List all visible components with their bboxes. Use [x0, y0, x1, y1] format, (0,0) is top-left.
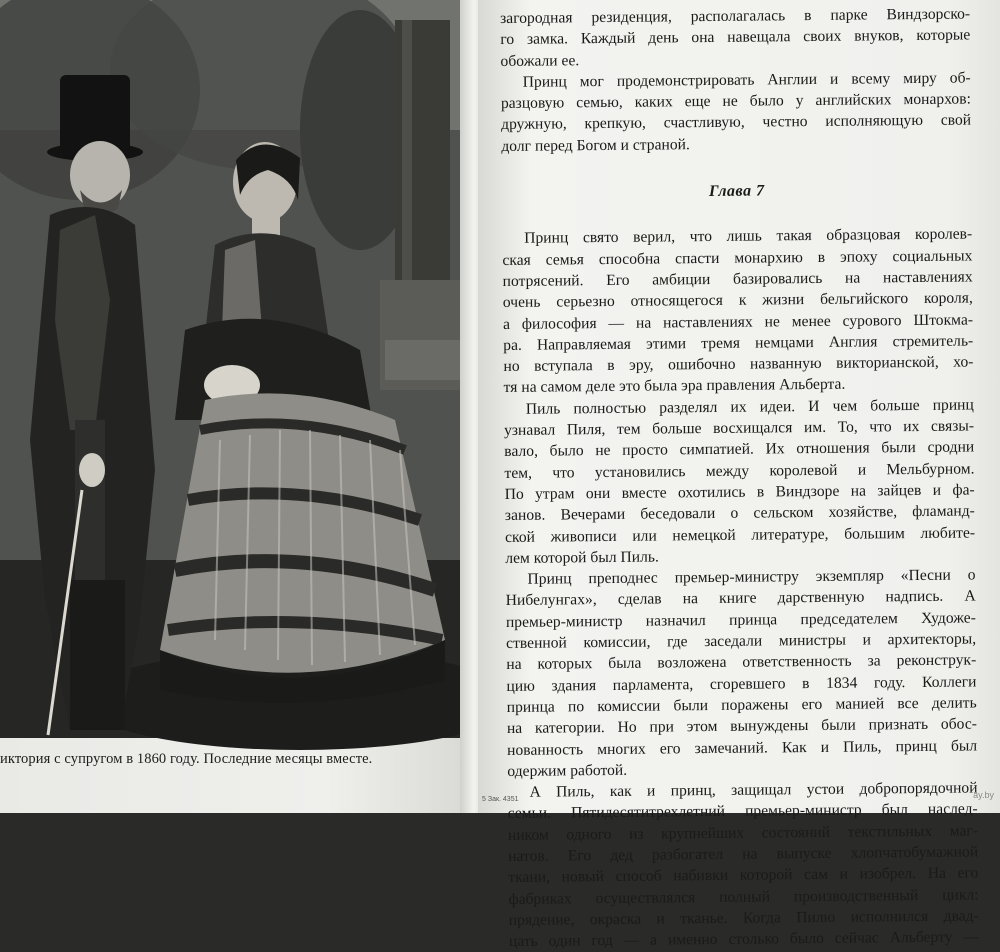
text-line: тем, что установились между королевой и Мельбурном.: [504, 460, 975, 482]
text-line: Пиль полностью разделял их идеи. И чем больше принц: [525, 396, 974, 418]
text-line: Принц мог продемонстрировать Англии и всему миру об-: [522, 69, 971, 91]
text-line: А Пиль, как и принц, защищал устои добропорядочной: [529, 779, 978, 801]
text-line: ткани, новый способ набивки которой сам и изобрел. На его: [508, 864, 979, 887]
text-line: занов. Вечерами беседовали о сельском хозяйстве, фламанд-: [504, 502, 975, 525]
page-text: [500, 3, 979, 952]
text-line: а философия — на наставлениях не менее сурового Штокма-: [502, 311, 974, 333]
text-line: По утрам они вместе охотились в Виндзоре на зайцев и фа-: [504, 481, 975, 503]
text-line: Принц преподнес премьер-министру экземпляр «Песни о: [527, 566, 976, 588]
text-line: на которых была возложена ответственность за реконструк-: [506, 651, 977, 674]
chapter-title: Глава 7: [708, 182, 765, 201]
text-line: ником одного из крупнейших состояний текстильных маг-: [507, 822, 979, 844]
text-line: потрясений. Его амбиции базировались на наставлениях: [502, 268, 973, 290]
left-page: [0, 0, 468, 813]
watermark: ay.by: [973, 790, 994, 800]
text-line: одержим работой.: [507, 761, 628, 780]
text-line: вало, было не просто симпатией. Их отношения были сродни: [504, 438, 975, 461]
text-line: ской живописи или немецкой литературе, большим любите-: [504, 523, 976, 546]
text-line: разцовую семью, каких еще не было у английских монархов:: [500, 90, 971, 113]
historical-photo: [0, 0, 462, 738]
text-line: цать один год — а именно столько было сейчас Альберту —: [508, 928, 980, 951]
text-line: Принц свято верил, что лишь такая образцовая королев-: [524, 225, 973, 248]
text-line: но вступала в эру, ошибочно названную викторианской, хо-: [503, 353, 974, 376]
text-line: очень серьезно относящегося к жизни бельгийского короля,: [502, 289, 973, 312]
text-line: цию здания парламента, сгоревшего в 1834 году. Коллеги: [506, 673, 977, 695]
text-line: принца по комиссии были поражены его манией все делить: [506, 694, 977, 716]
text-line: нованность многих его замечаний. Как и Пиль, принц был: [507, 736, 978, 759]
text-line: узнавал Пиля, тем больше восхищался им. То, что их связы-: [503, 417, 975, 440]
text-line: Нибелунгах», сделав на книге дарственную надпись. А: [505, 587, 976, 610]
photo-illustration: [0, 0, 462, 738]
text-line: прядение, окраска и тканье. Когда Пилю исполнился двад-: [508, 907, 979, 929]
text-line: го замка. Каждый день она навещала своих внуков, которые: [500, 26, 971, 49]
text-line: фабриках осуществлялся полный производственный цикл:: [508, 886, 979, 908]
signature-mark: 5 Зак. 4351: [482, 796, 519, 803]
text-line: ра. Направляемая этими тремя немцами Англия стремитель-: [503, 332, 974, 354]
text-line: долг перед Богом и страной.: [501, 135, 690, 155]
text-line: ственной комиссии, где заседали министры и архитекторы,: [506, 630, 977, 652]
text-line: дружную, крепкую, счастливую, честно исполняющую свой: [501, 111, 972, 134]
text-line: тя на самом деле это была эра правления Альберта.: [503, 376, 846, 397]
text-line: натов. Его дед разбогател на выпуске хлопчатобумажной: [508, 843, 979, 865]
text-line: ская семья способна спасти монархию в эпоху социальных: [502, 247, 973, 269]
photo-caption: иктория с супругом в 1860 году. Последние месяцы вместе.: [0, 751, 373, 767]
text-line: обожали ее.: [500, 51, 580, 70]
right-page: [478, 0, 1000, 951]
text-line: семьи. Пятидесятитрехлетний премьер-министр был наслед-: [507, 800, 978, 823]
text-line: загородная резиденция, располагалась в парке Виндзорско-: [500, 5, 971, 27]
text-line: премьер-министр назначил принца председателем Художе-: [505, 609, 976, 631]
text-line: лем которой был Пиль.: [505, 548, 659, 567]
text-line: на категории. Но при этом вынуждены были признать обос-: [506, 715, 977, 738]
